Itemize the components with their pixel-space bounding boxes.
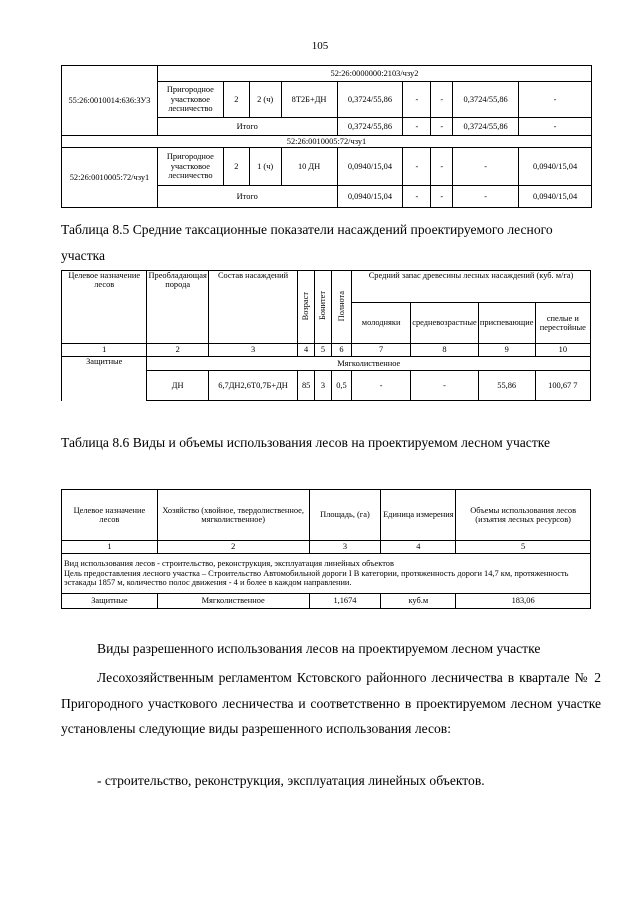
top-total-area-2: 0,0940/15,04 xyxy=(337,186,403,208)
t86-num-3: 3 xyxy=(309,541,381,554)
top-vydel-1: 2 (ч) xyxy=(249,82,281,118)
t86-h-purpose: Целевое назначение лесов xyxy=(62,490,158,541)
top-composition-2: 10 ДН xyxy=(281,148,337,186)
top-c1-1: - xyxy=(403,82,431,118)
top-total-label-2: Итого xyxy=(157,186,337,208)
t86-h-volume: Объемы использования лесов (изъятия лесных ресурсов) xyxy=(456,490,591,541)
top-total-c2-1: - xyxy=(431,118,453,136)
t85-num-8: 8 xyxy=(411,344,478,357)
top-total-area-1: 0,3724/55,86 xyxy=(337,118,403,136)
top-forestry-1: Пригородное участковое лесничество xyxy=(157,82,223,118)
t85-h-purpose: Целевое назначение лесов xyxy=(62,271,147,344)
page-number: 105 xyxy=(311,40,329,52)
t85-row-young: - xyxy=(352,371,411,401)
t86-h-unit: Единица измерения xyxy=(381,490,456,541)
top-kvartal-2: 2 xyxy=(223,148,249,186)
top-block2-header: 52:26:0010005:72/чзу1 xyxy=(62,136,592,148)
t86-note xyxy=(62,554,591,594)
top-id-cell-2: 52:26:0010005:72/чзу1 xyxy=(62,148,158,208)
t85-h-bonitet: Бонитет xyxy=(315,271,332,344)
t85-h-density: Полнота xyxy=(331,271,351,344)
top-total-c1-2: - xyxy=(403,186,431,208)
t86-row-purpose: Защитные xyxy=(62,594,158,609)
t85-num-4: 4 xyxy=(298,344,315,357)
t85-row-purpose: Защитные xyxy=(62,357,147,401)
t85-num-1: 1 xyxy=(62,344,147,357)
t85-row-mature: 100,67 7 xyxy=(535,371,590,401)
top-area-1: 0,3724/55,86 xyxy=(337,82,403,118)
t86-note-line2: Цель предоставления лесного участка – Строительство Автомобильной дороги I B категории, протяженность дороги 14,7 км, протяженность эстакады 1857 м, количество полос движения - 4 и более в каждом направлении. xyxy=(64,568,569,588)
top-id-cell-1: 55:26:0010014:636:ЗУ3 xyxy=(62,66,158,136)
top-composition-1: 8Т2Б+ДН xyxy=(281,82,337,118)
t85-num-2: 2 xyxy=(147,344,208,357)
top-block1-header: 52:26:0000000:2103/чзу2 xyxy=(157,66,591,82)
top-c4-1: - xyxy=(519,82,592,118)
t85-h-ripening: приспевающие xyxy=(478,303,535,344)
t85-h-young: молодняки xyxy=(352,303,411,344)
t85-h-middle: средневозрастные xyxy=(411,303,478,344)
top-c1-2: - xyxy=(403,148,431,186)
top-total-c4-1: - xyxy=(519,118,592,136)
t85-h-stock: Средний запас древесины лесных насаждений (куб. м/га) xyxy=(352,271,591,303)
t85-row-middle: - xyxy=(411,371,478,401)
section-heading: Виды разрешенного использования лесов на проектируемом лесном участке xyxy=(97,641,541,656)
t85-num-6: 6 xyxy=(331,344,351,357)
t86-num-4: 4 xyxy=(381,541,456,554)
t85-h-age: Возраст xyxy=(298,271,315,344)
t86-row-volume: 183,06 xyxy=(456,594,591,609)
t86-note-line1: Вид использования лесов - строительство, реконструкция, эксплуатация линейных объектов xyxy=(64,559,394,569)
top-c3-1: 0,3724/55,86 xyxy=(453,82,519,118)
t85-num-7: 7 xyxy=(352,344,411,357)
t85-row-age: 85 xyxy=(298,371,315,401)
table-8-5-caption: Таблица 8.5 Средние таксационные показатели насаждений проектируемого лесного участка xyxy=(61,222,553,263)
t85-num-10: 10 xyxy=(535,344,590,357)
top-total-c4-2: 0,0940/15,04 xyxy=(519,186,592,208)
table-8-5 xyxy=(61,270,591,401)
top-total-c3-2: - xyxy=(453,186,519,208)
top-total-label-1: Итого xyxy=(157,118,337,136)
t85-h-composition: Состав насаждений xyxy=(208,271,297,344)
top-c2-1: - xyxy=(431,82,453,118)
body-paragraph: Лесохозяйственным регламентом Кстовского районного лесничества в квартале № 2 Пригородного участкового лесничества и соответственно в проектируемом лесном участке установлены следующие виды разрешенного использования лесов: xyxy=(61,670,601,736)
bullet-item: - строительство, реконструкция, эксплуатация линейных объектов. xyxy=(97,773,485,788)
top-total-c3-1: 0,3724/55,86 xyxy=(453,118,519,136)
top-c2-2: - xyxy=(431,148,453,186)
t85-row-species: ДН xyxy=(147,371,208,401)
t86-row-farm: Мягколиственное xyxy=(157,594,309,609)
top-table xyxy=(61,65,592,208)
top-total-c1-1: - xyxy=(403,118,431,136)
t85-group-label: Мягколиственное xyxy=(147,357,591,371)
t85-num-9: 9 xyxy=(478,344,535,357)
t86-row-area: 1,1674 xyxy=(309,594,381,609)
t85-num-5: 5 xyxy=(315,344,332,357)
top-vydel-2: 1 (ч) xyxy=(249,148,281,186)
top-forestry-2: Пригородное участковое лесничество xyxy=(157,148,223,186)
table-8-6 xyxy=(61,489,591,609)
top-total-c2-2: - xyxy=(431,186,453,208)
t85-row-composition: 6,7ДН2,6Т0,7Б+ДН xyxy=(208,371,297,401)
t85-h-mature: спелые и перестойные xyxy=(535,303,590,344)
t85-row-density: 0,5 xyxy=(331,371,351,401)
t86-h-area: Площадь, (га) xyxy=(309,490,381,541)
t86-num-1: 1 xyxy=(62,541,158,554)
t85-num-3: 3 xyxy=(208,344,297,357)
t85-row-bonitet: 3 xyxy=(315,371,332,401)
t85-row-ripening: 55,86 xyxy=(478,371,535,401)
table-8-6-caption: Таблица 8.6 Виды и объемы использования лесов на проектируемом лесном участке xyxy=(61,435,551,450)
top-kvartal-1: 2 xyxy=(223,82,249,118)
t86-num-5: 5 xyxy=(456,541,591,554)
t86-row-unit: куб.м xyxy=(381,594,456,609)
t85-h-species: Преобладающая порода xyxy=(147,271,208,344)
top-area-2: 0,0940/15,04 xyxy=(337,148,403,186)
top-c3-2: - xyxy=(453,148,519,186)
top-c4-2: 0,0940/15,04 xyxy=(519,148,592,186)
t86-h-farm: Хозяйство (хвойное, твердолиственное, мягколиственное) xyxy=(157,490,309,541)
t86-num-2: 2 xyxy=(157,541,309,554)
